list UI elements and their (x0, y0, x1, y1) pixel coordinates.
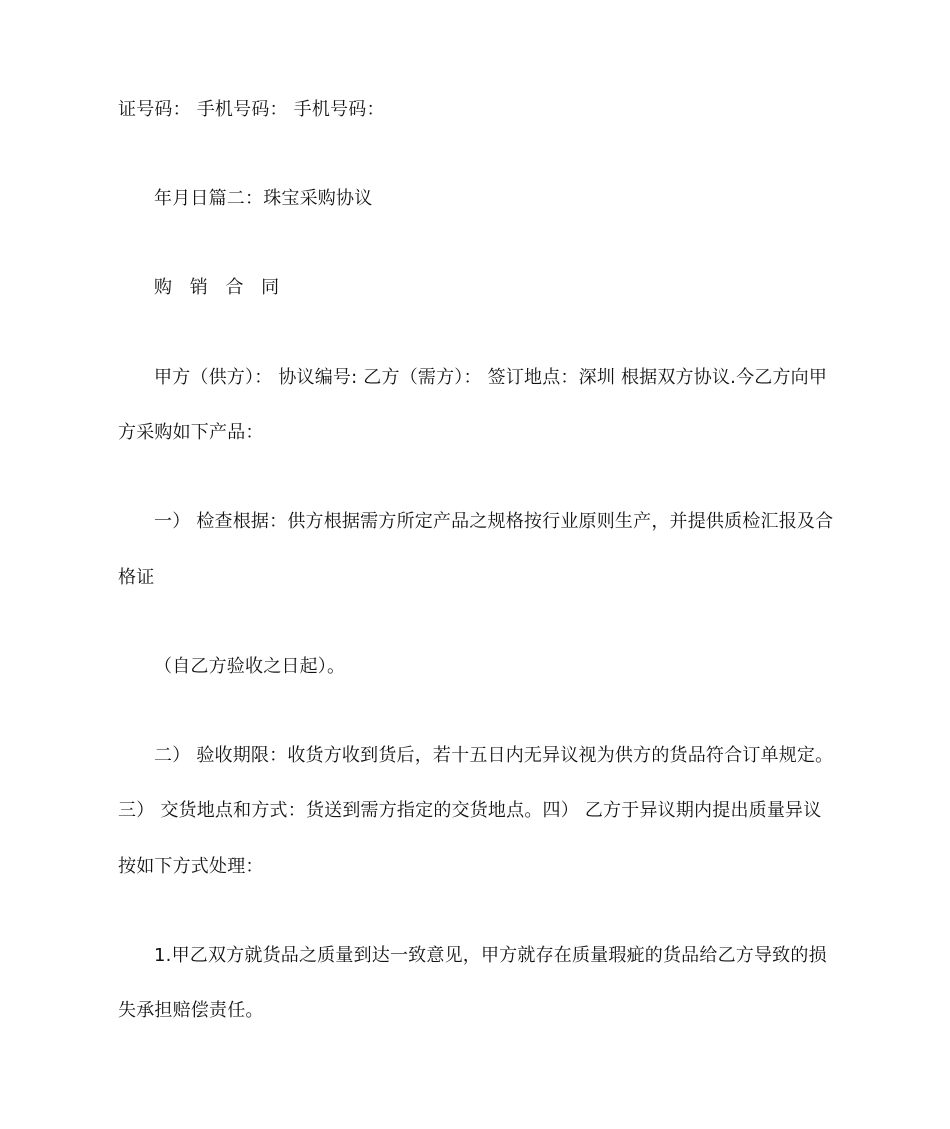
text-line-parties-cont: 方采购如下产品： (118, 422, 264, 443)
contract-title: 购 销 合 同 (154, 277, 286, 298)
text-line-clause-4-cont: 按如下方式处理： (118, 856, 264, 877)
text-line-item-1: 1.甲乙双方就货品之质量到达一致意见，甲方就存在质量瑕疵的货品给乙方导致的损 (154, 945, 827, 966)
text-line-item-1-cont: 失承担赔偿责任。 (118, 1000, 264, 1021)
text-line-clause-1-cont: 格证 (118, 567, 155, 588)
text-line-section-two-title: 年月日篇二：珠宝采购协议 (154, 188, 373, 209)
text-line-clause-1: 一） 检查根据：供方根据需方所定产品之规格按行业原则生产，并提供质检汇报及合 (154, 511, 834, 532)
text-line-clause-3-4: 三） 交货地点和方式：货送到需方指定的交货地点。四） 乙方于异议期内提出质量异议 (118, 800, 822, 821)
text-line-id-phone: 证号码： 手机号码： 手机号码： (118, 99, 385, 120)
text-line-clause-2: 二） 验收期限：收货方收到货后，若十五日内无异议视为供方的货品符合订单规定。 (154, 745, 834, 766)
text-line-acceptance-note: （自乙方验收之日起）。 (154, 656, 346, 677)
text-line-parties: 甲方（供方）： 协议编号: 乙方（需方）： 签订地点：深圳 根据双方协议.今乙方向甲 (154, 367, 828, 388)
